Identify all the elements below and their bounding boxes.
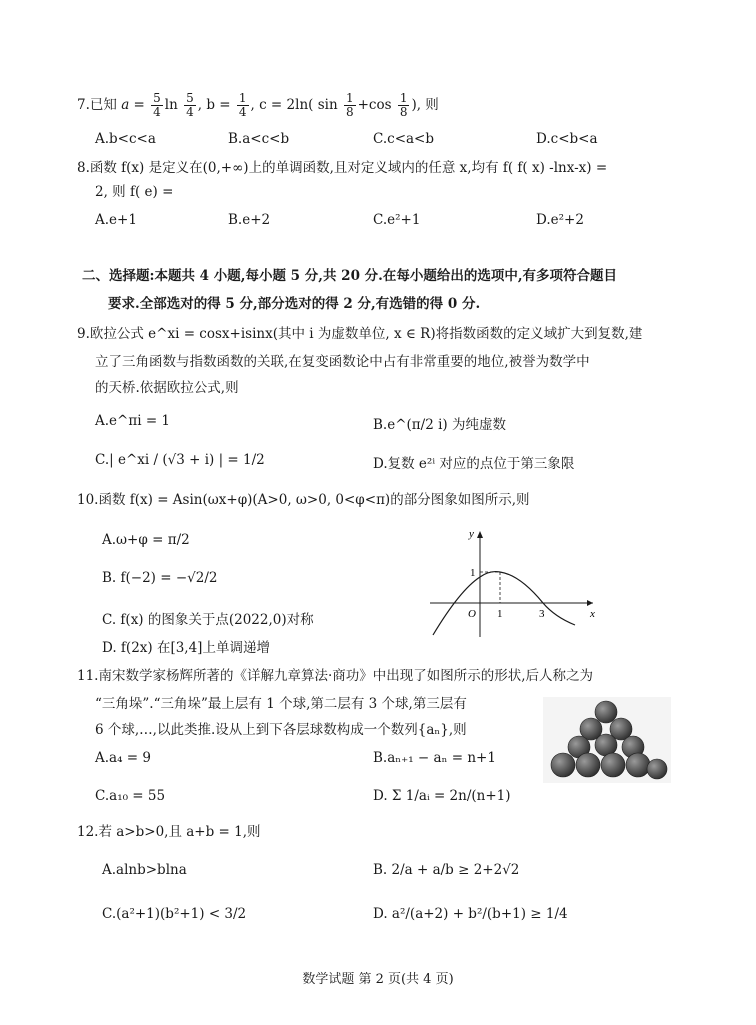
q7-option-b: B.a<c<b — [228, 131, 290, 147]
q8-option-b: B.e+2 — [228, 212, 271, 228]
q10-option-a: A.ω+φ = π/2 — [102, 532, 190, 548]
page-footer: 数学试题 第 2 页(共 4 页) — [302, 972, 454, 987]
q9-option-d: D.复数 e²ⁱ 对应的点位于第三象限 — [373, 456, 575, 472]
tick-x-1: 1 — [497, 608, 503, 620]
q9-line3: 的天桥.依据欧拉公式,则 — [95, 380, 239, 396]
q9-option-a: A.e^πi = 1 — [95, 413, 171, 429]
q10-option-b: B. f(−2) = −√2/2 — [102, 570, 218, 586]
q12-line1: 12.若 a>b>0,且 a+b = 1,则 — [77, 824, 261, 840]
q8-option-a: A.e+1 — [95, 212, 137, 228]
q12-option-a: A.alnb>blna — [102, 862, 187, 878]
q7-option-a: A.b<c<a — [95, 131, 156, 147]
q11-option-c: C.a₁₀ = 55 — [95, 788, 166, 804]
q7-stem: 7.已知 a = $\frac{5}{4}$ ln $\frac{5}{4}$ , b = $\frac{1}{4}$ , c = 2ln( sin $\frac{1}{8}$ +cos $\frac{1}{8}$ ), 则 — [77, 91, 439, 119]
section2-subtitle: 要求.全部选对的得 5 分,部分选对的得 2 分,有选错的得 0 分. — [108, 296, 481, 312]
q9-line1: 9.欧拉公式 e^xi = cosx+isinx(其中 i 为虚数单位, x ∈ R)将指数函数的定义域扩大到复数,建 — [77, 326, 643, 342]
q12-option-b: B. 2/a + a/b ≥ 2+2√2 — [373, 862, 520, 878]
q10-line1: 10.函数 f(x) = Asin(ωx+φ)(A>0, ω>0, 0<φ<π)的部分图象如图所示,则 — [77, 492, 530, 508]
q12-option-c: C.(a²+1)(b²+1) < 3/2 — [102, 906, 247, 922]
q7-option-c: C.c<a<b — [373, 131, 435, 147]
q11-line2: “三角垛”.“三角垛”最上层有 1 个球,第二层有 3 个球,第三层有 — [95, 696, 467, 712]
q11-line3: 6 个球,…,以此类推.设从上到下各层球数构成一个数列{aₙ},则 — [95, 722, 467, 738]
y-axis-arrow-icon — [477, 531, 483, 538]
q8-option-d: D.e²+2 — [536, 212, 584, 228]
q10-option-c: C. f(x) 的图象关于点(2022,0)对称 — [102, 612, 314, 628]
q11-line1: 11.南宋数学家杨辉所著的《详解九章算法·商功》中出现了如图所示的形状,后人称之为 — [77, 668, 594, 684]
q11-option-a: A.a₄ = 9 — [95, 750, 151, 766]
triangular-ball-pile-image — [543, 697, 671, 783]
q11-option-b: B.aₙ₊₁ − aₙ = n+1 — [373, 750, 496, 766]
tick-x-3: 3 — [539, 608, 545, 620]
x-axis-arrow-icon — [587, 600, 593, 606]
x-label: x — [590, 608, 595, 620]
section2-title: 二、选择题:本题共 4 小题,每小题 5 分,共 20 分.在每小题给出的选项中,有多项符合题目 — [82, 268, 618, 284]
q9-option-c: C.| e^xi / (√3 + i) | = 1/2 — [95, 452, 265, 468]
origin-label: O — [468, 608, 476, 620]
q8-option-c: C.e²+1 — [373, 212, 421, 228]
y-label: y — [469, 528, 474, 540]
q8-line1: 8.函数 f(x) 是定义在(0,+∞)上的单调函数,且对定义域内的任意 x,均有 f( f( x) -lnx-x) = — [77, 160, 608, 176]
q9-line2: 立了三角函数与指数函数的关联,在复变函数论中占有非常重要的地位,被誉为数学中 — [95, 354, 590, 370]
q10-sine-graph — [425, 525, 600, 640]
q12-option-d: D. a²/(a+2) + b²/(b+1) ≥ 1/4 — [373, 906, 568, 922]
q7-option-d: D.c<b<a — [536, 131, 598, 147]
q10-option-d: D. f(2x) 在[3,4]上单调递增 — [102, 640, 270, 656]
q9-option-b: B.e^(π/2 i) 为纯虚数 — [373, 417, 506, 433]
tick-y-1: 1 — [470, 567, 476, 579]
q11-option-d: D. Σ 1/aᵢ = 2n/(n+1) — [373, 788, 511, 804]
q8-line2: 2, 则 f( e) = — [95, 184, 174, 200]
